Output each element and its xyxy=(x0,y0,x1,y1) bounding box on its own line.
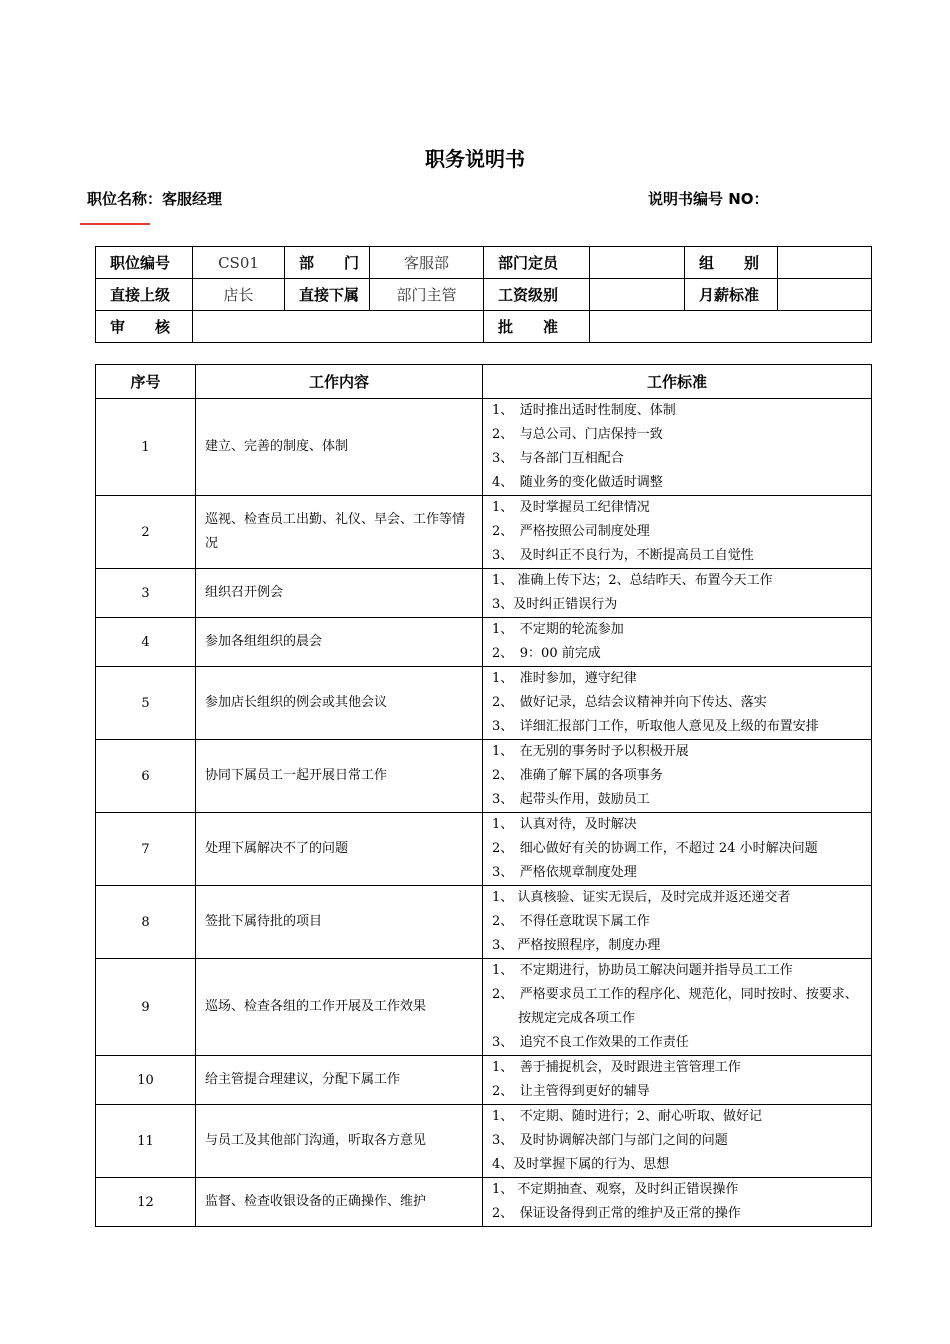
dept-label: 部 门 xyxy=(285,247,370,279)
standard-item: 2、 严格按照公司制度处理 xyxy=(492,524,650,539)
standard-item: 1、 不定期的轮流参加 xyxy=(492,622,624,637)
doc-number-label: 说明书编号 NO： xyxy=(648,190,769,208)
row-standards xyxy=(483,569,872,618)
headcount-value xyxy=(590,247,685,279)
row-task: 与员工及其他部门沟通，听取各方意见 xyxy=(196,1105,483,1178)
row-seq: 2 xyxy=(96,496,196,569)
standard-item: 2、 做好记录，总结会议精神并向下传达、落实 xyxy=(492,695,767,710)
group-label: 组 别 xyxy=(685,247,778,279)
standard-item: 1、 不定期抽查、观察，及时纠正错误操作 xyxy=(492,1182,739,1197)
standard-item: 3、 及时纠正不良行为，不断提高员工自觉性 xyxy=(492,548,754,563)
row-standards xyxy=(483,813,872,886)
row-task: 监督、检查收银设备的正确操作、维护 xyxy=(196,1178,483,1227)
standard-item: 3、 与各部门互相配合 xyxy=(492,451,624,466)
row-seq: 10 xyxy=(96,1056,196,1105)
table-row xyxy=(96,886,872,959)
table-row xyxy=(96,667,872,740)
superior-label: 直接上级 xyxy=(96,279,193,311)
standard-item: 2、 不得任意耽误下属工作 xyxy=(492,914,650,929)
standard-item: 2、 9：00 前完成 xyxy=(492,646,601,661)
standard-item: 1、 在无别的事务时予以积极开展 xyxy=(492,744,689,759)
row-seq: 8 xyxy=(96,886,196,959)
duties-table xyxy=(95,364,872,1227)
row-seq: 9 xyxy=(96,959,196,1056)
standard-item: 4、及时掌握下属的行为、思想 xyxy=(492,1157,670,1172)
salary-value xyxy=(778,279,872,311)
row-standards xyxy=(483,959,872,1056)
approve-label: 批 准 xyxy=(484,311,590,343)
grade-label: 工资级别 xyxy=(484,279,590,311)
document-title: 职务说明书 xyxy=(425,147,525,171)
code-label: 职位编号 xyxy=(96,247,193,279)
standard-item: 1、 善于捕捉机会，及时跟进主管管理工作 xyxy=(492,1060,741,1075)
row-task: 给主管提合理建议，分配下属工作 xyxy=(196,1056,483,1105)
headcount-label: 部门定员 xyxy=(484,247,590,279)
table-row xyxy=(96,618,872,667)
standard-item: 2、 与总公司、门店保持一致 xyxy=(492,427,663,442)
table-row xyxy=(96,1178,872,1227)
subordinate-label: 直接下属 xyxy=(285,279,370,311)
row-task: 参加各组组织的晨会 xyxy=(196,618,483,667)
row-task: 协同下属员工一起开展日常工作 xyxy=(196,740,483,813)
red-underline xyxy=(80,223,150,225)
standard-item: 1、 认真对待，及时解决 xyxy=(492,817,637,832)
header-seq: 序号 xyxy=(96,365,196,399)
dept-value: 客服部 xyxy=(370,247,484,279)
row-seq: 3 xyxy=(96,569,196,618)
standard-item: 1、 及时掌握员工纪律情况 xyxy=(492,500,650,515)
code-value: CS01 xyxy=(193,247,285,279)
row-task: 巡视、检查员工出勤、礼仪、早会、工作等情况 xyxy=(196,496,483,569)
standard-item: 3、 追究不良工作效果的工作责任 xyxy=(492,1035,689,1050)
row-seq: 4 xyxy=(96,618,196,667)
standard-item: 3、 严格按照程序，制度办理 xyxy=(492,938,661,953)
standard-item: 3、 及时协调解决部门与部门之间的问题 xyxy=(492,1133,728,1148)
review-value xyxy=(193,311,484,343)
row-seq: 6 xyxy=(96,740,196,813)
row-seq: 5 xyxy=(96,667,196,740)
standard-item: 1、 不定期、随时进行；2、耐心听取、做好记 xyxy=(492,1109,763,1124)
standard-item: 1、 准时参加，遵守纪律 xyxy=(492,671,637,686)
standard-item: 2、 准确了解下属的各项事务 xyxy=(492,768,663,783)
row-standards xyxy=(483,1178,872,1227)
standard-item: 3、 严格依规章制度处理 xyxy=(492,865,637,880)
standard-item: 2、 严格要求员工工作的程序化、规范化，同时按时、按要求、按规定完成各项工作 xyxy=(492,987,858,1026)
row-standards xyxy=(483,399,872,496)
table-row xyxy=(96,496,872,569)
row-standards xyxy=(483,740,872,813)
standard-item: 2、 保证设备得到正常的维护及正常的操作 xyxy=(492,1206,741,1221)
row-standards xyxy=(483,667,872,740)
row-task: 组织召开例会 xyxy=(196,569,483,618)
standard-item: 1、 准确上传下达；2、总结昨天、布置今天工作 xyxy=(492,573,773,588)
group-value xyxy=(778,247,872,279)
row-standards xyxy=(483,618,872,667)
table-row xyxy=(96,740,872,813)
standard-item: 3、 起带头作用，鼓励员工 xyxy=(492,792,650,807)
table-row xyxy=(96,813,872,886)
row-task: 签批下属待批的项目 xyxy=(196,886,483,959)
row-task: 参加店长组织的例会或其他会议 xyxy=(196,667,483,740)
standard-item: 1、 不定期进行，协助员工解决问题并指导员工工作 xyxy=(492,963,793,978)
row-standards xyxy=(483,496,872,569)
standard-item: 1、 适时推出适时性制度、体制 xyxy=(492,403,676,418)
row-task: 建立、完善的制度、体制 xyxy=(196,399,483,496)
approve-value xyxy=(590,311,872,343)
row-standards xyxy=(483,1105,872,1178)
row-task: 巡场、检查各组的工作开展及工作效果 xyxy=(196,959,483,1056)
position-info-table xyxy=(95,246,872,343)
header-task: 工作内容 xyxy=(196,365,483,399)
standard-item: 2、 细心做好有关的协调工作，不超过 24 小时解决问题 xyxy=(492,841,818,856)
position-name: 职位名称：客服经理 xyxy=(87,190,223,208)
row-seq: 7 xyxy=(96,813,196,886)
row-standards xyxy=(483,886,872,959)
table-row xyxy=(96,959,872,1056)
row-seq: 11 xyxy=(96,1105,196,1178)
standard-item: 2、 让主管得到更好的辅导 xyxy=(492,1084,650,1099)
grade-value xyxy=(590,279,685,311)
standard-item: 3、及时纠正错误行为 xyxy=(492,597,618,612)
standard-item: 4、 随业务的变化做适时调整 xyxy=(492,475,663,490)
standard-item: 3、 详细汇报部门工作，听取他人意见及上级的布置安排 xyxy=(492,719,819,734)
table-row xyxy=(96,399,872,496)
review-label: 审 核 xyxy=(96,311,193,343)
row-standards xyxy=(483,1056,872,1105)
duties-header-row xyxy=(96,365,872,399)
row-seq: 12 xyxy=(96,1178,196,1227)
table-row xyxy=(96,1105,872,1178)
header-standard: 工作标准 xyxy=(483,365,872,399)
subordinate-value: 部门主管 xyxy=(370,279,484,311)
table-row xyxy=(96,569,872,618)
superior-value: 店长 xyxy=(193,279,285,311)
table-row xyxy=(96,1056,872,1105)
standard-item: 1、 认真核验、证实无误后，及时完成并返还递交者 xyxy=(492,890,791,905)
row-task: 处理下属解决不了的问题 xyxy=(196,813,483,886)
salary-label: 月薪标准 xyxy=(685,279,778,311)
row-seq: 1 xyxy=(96,399,196,496)
